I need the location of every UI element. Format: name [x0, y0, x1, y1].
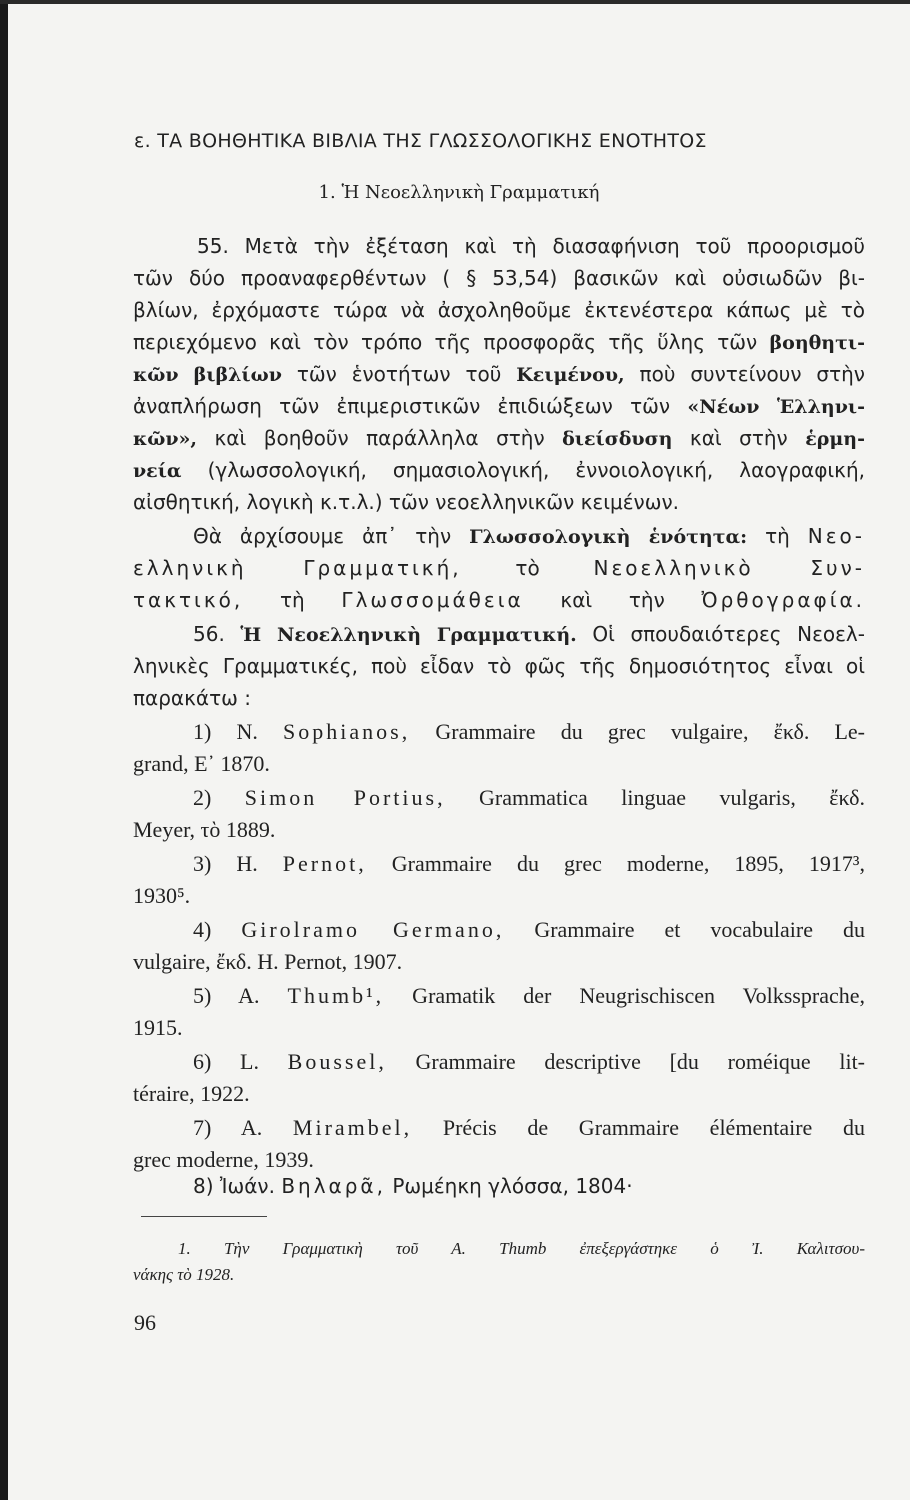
ref-2-line-1: 2) Simon Portius, Grammatica linguae vulgaris, ἔκδ. [193, 785, 865, 810]
ref-5-line-1: 5) A. Thumb¹, Gramatik der Neugrischiscen Volkssprache, [193, 983, 865, 1008]
ref-7-line-2: grec moderne, 1939. [133, 1147, 314, 1172]
chapter-title: ε. ΤΑ ΒΟΗΘΗΤΙΚΑ ΒΙΒΛΙΑ ΤΗΣ ΓΛΩΣΣΟΛΟΓΙΚΗΣ ΕΝΟΤΗΤΟΣ [134, 130, 707, 152]
ref-7-line-1: 7) A. Mirambel, Précis de Grammaire élémentaire du [193, 1115, 865, 1140]
para55-line-3: βλίων, ἐρχόμαστε τώρα νὰ ἀσχοληθοῦμε ἐκτενέστερα κάπως μὲ τὸ [133, 298, 865, 322]
para55-line-5: κῶν βιβλίων τῶν ἑνοτήτων τοῦ Κειμένου, ποὺ συντείνουν στὴν [133, 362, 865, 386]
para55-line-8: νεία (γλωσσολογική, σημασιολογική, ἐννοιολογική, λαογραφική, [133, 458, 865, 482]
ref-2-line-2: Meyer, τὸ 1889. [133, 817, 276, 842]
footnote-line-1: 1. Τὴν Γραμματικὴ τοῦ Α. Thumb ἐπεξεργάστηκε ὁ Ἰ. Καλιτσου- [178, 1239, 865, 1258]
ref-4-line-1: 4) Girolramo Germano, Grammaire et vocabulaire du [193, 917, 865, 942]
ref-1-line-2: grand, Ε᾽ 1870. [133, 751, 270, 776]
ref-4-line-2: vulgaire, ἔκδ. H. Pernot, 1907. [133, 949, 403, 974]
page-number: 96 [134, 1310, 156, 1335]
para56-line-3: παρακάτω : [133, 686, 251, 710]
para55-line-2: τῶν δύο προαναφερθέντων ( § 53,54) βασικῶν καὶ οὐσιωδῶν βι- [133, 266, 865, 290]
para55-line-6: ἀναπλήρωση τῶν ἐπιμεριστικῶν ἐπιδιώξεων τῶν «Νέων Ἑλληνι- [133, 394, 865, 418]
ref-8-line-1: 8) Ἰωάν. Βηλαρᾶ, Ρωμέηκη γλόσσα, 1804· [193, 1174, 633, 1198]
para56-line-2: ληνικὲς Γραμματικές, ποὺ εἶδαν τὸ φῶς τῆς δημοσιότητος εἶναι οἱ [133, 654, 865, 678]
para56-line-1: 56. Ἡ Νεοελληνικὴ Γραμματική. Οἱ σπουδαιότερες Νεοελ- [193, 622, 865, 646]
para55-line-9: αἰσθητική, λογικὴ κ.τ.λ.) τῶν νεοελληνικῶν κειμένων. [133, 490, 679, 514]
ref-6-line-1: 6) L. Boussel, Grammaire descriptive [du roméique lit- [193, 1049, 865, 1074]
para55-line-7: κῶν», καὶ βοηθοῦν παράλληλα στὴν διείσδυση καὶ στὴν ἑρμη- [133, 426, 865, 450]
para-start-line-3: τακτικό, τὴ Γλωσσομάθεια καὶ τὴν Ὀρθογραφία. [133, 588, 865, 612]
footnote-divider [141, 1216, 267, 1217]
ref-1-line-1: 1) N. Sophianos, Grammaire du grec vulgaire, ἔκδ. Le- [193, 719, 865, 744]
para-start-line-1: Θὰ ἀρχίσουμε ἀπ᾽ τὴν Γλωσσολογικὴ ἑνότητα: τὴ Νεο- [193, 524, 865, 548]
para-start-line-2: ελληνικὴ Γραμματική, τὸ Νεοελληνικὸ Συν- [133, 556, 865, 580]
scan-edge-left [0, 0, 8, 1500]
footnote-line-2: νάκης τὸ 1928. [133, 1265, 235, 1284]
section-title: 1. Ἡ Νεοελληνικὴ Γραμματική [318, 182, 600, 203]
para55-line-1: 55. Μετὰ τὴν ἐξέταση καὶ τὴ διασαφήνιση τοῦ προορισμοῦ [197, 234, 865, 258]
para55-line-4: περιεχόμενο καὶ τὸν τρόπο τῆς προσφορᾶς τῆς ὕλης τῶν βοηθητι- [133, 330, 865, 354]
ref-6-line-2: téraire, 1922. [133, 1081, 250, 1106]
ref-5-line-2: 1915. [133, 1015, 183, 1040]
book-page [8, 4, 910, 1500]
ref-3-line-1: 3) H. Pernot, Grammaire du grec moderne, 1895, 1917³, [193, 851, 865, 876]
ref-3-line-2: 1930⁵. [133, 883, 191, 908]
